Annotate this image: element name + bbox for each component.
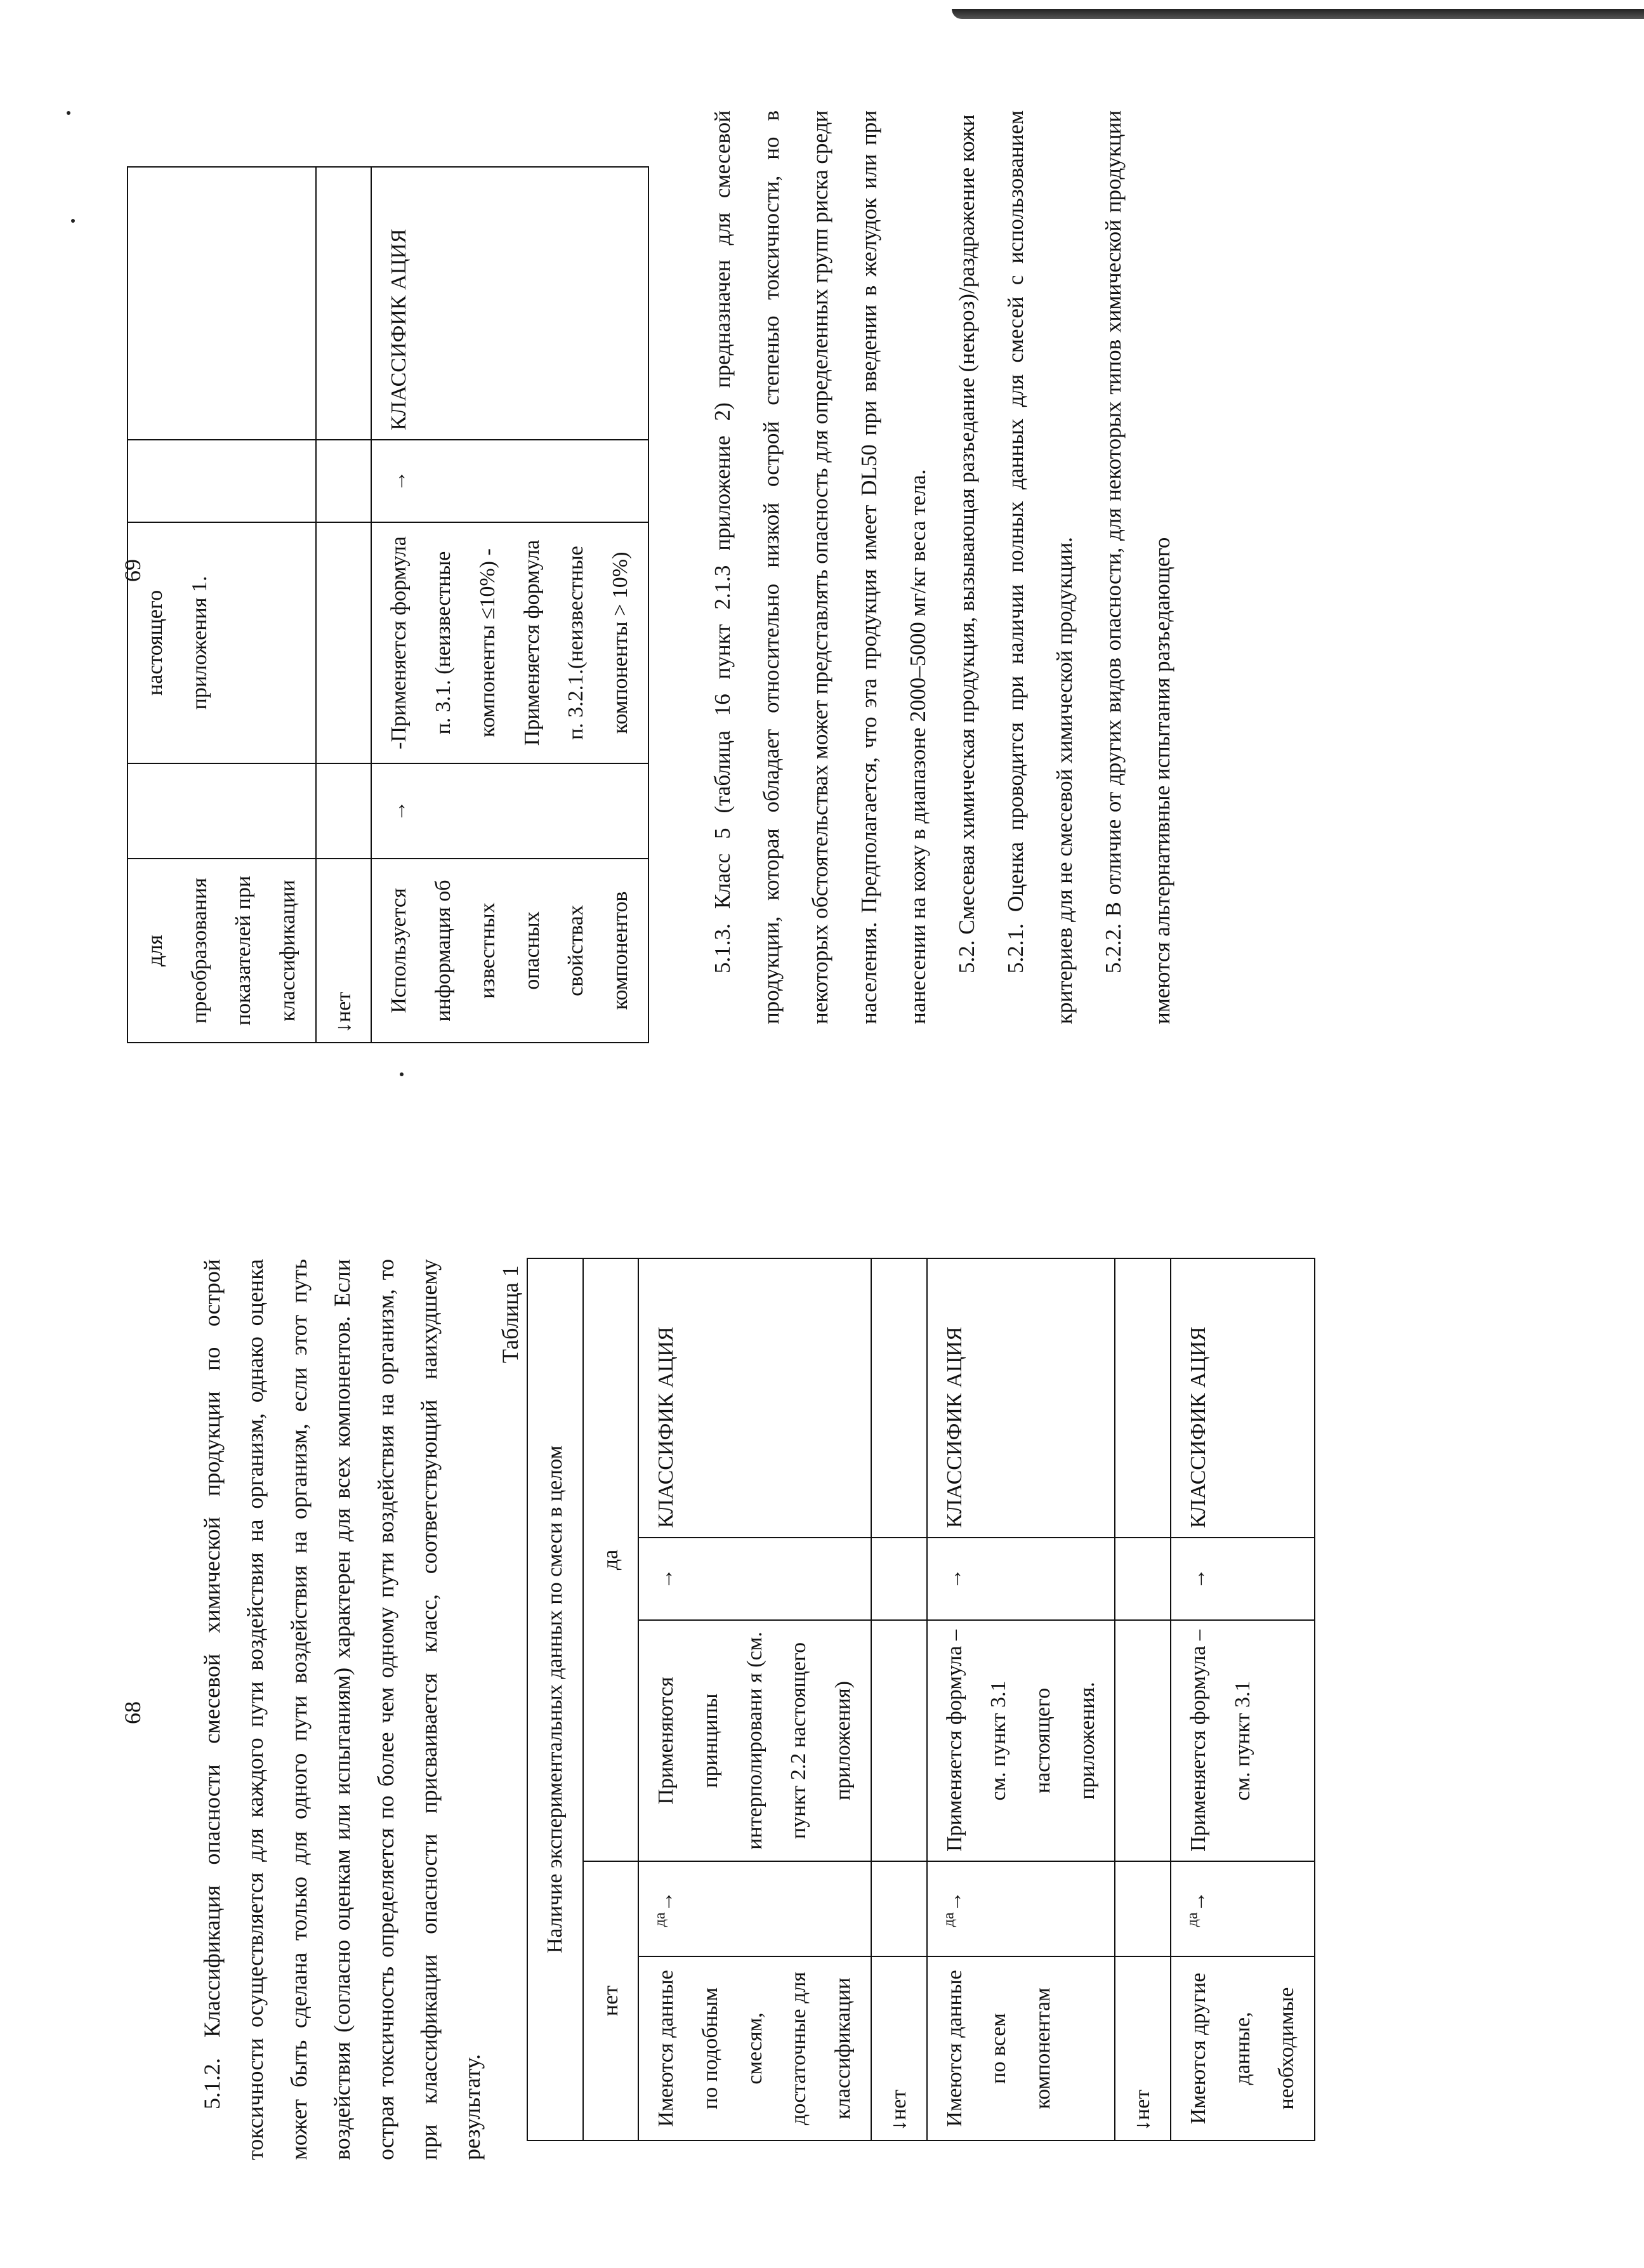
col-header-no: нет <box>583 1861 639 2140</box>
row2-condition: Используется информация об известных опасных свойствах компонентов <box>371 859 648 1043</box>
row1-method-cont: настоящего приложения 1. <box>128 522 316 763</box>
heading-5-2: 5.2. Смесевая химическая продукция, вызывающая разъедание (некроз)/раздражение кожи <box>954 114 979 973</box>
row1-method: Применяются принципы интерполировани я (см. пункт 2.2 настоящего приложения) <box>638 1620 871 1861</box>
classification-flow-table-continued <box>127 166 649 1043</box>
row3-method: Применяется формула – см. пункт 3.1 <box>1171 1620 1315 1861</box>
row1-condition: Имеются данные по подобным смесям, достаточные для классификации <box>638 1956 871 2140</box>
intro-paragraph <box>190 1259 494 2160</box>
row2-condition: Имеются данные по всем компонентам <box>927 1956 1115 2140</box>
page-number: 68 <box>120 1701 145 1724</box>
row1-condition-cont: для преобразования показателей при классификации <box>128 859 316 1043</box>
right-arrow: → <box>371 763 648 859</box>
classification-flow-table <box>527 1258 1315 2141</box>
yes-arrow: $^{да}$→ <box>1171 1861 1315 1956</box>
body-text <box>698 110 1187 1024</box>
table-caption: Таблица 1 <box>497 1265 523 1363</box>
paragraph-5-1-2: 5.1.2. Классификация опасности смесевой химической продукции по острой токсичности осуществляется для каждого пути воздействия на организм, однако оценка может быть сделана только для одного пути воздействия на организм, если этот путь воздействия (согласно оценкам или испытаниям) характерен для всех компонентов. Если острая токсичность определяется по более чем одному пути воздействия на организм, то при классификации опасности присваивается класс, соответствующий наихудшему результату. <box>199 1259 485 2160</box>
yes-arrow: $^{да}$→ <box>638 1861 871 1956</box>
no-arrow-down: ↓нет <box>1115 1956 1171 2140</box>
col-header-yes: да <box>583 1258 639 1861</box>
right-arrow: → <box>638 1538 871 1620</box>
row1-result: КЛАССИФИК АЦИЯ <box>638 1258 871 1538</box>
row2-result: КЛАССИФИК АЦИЯ <box>927 1258 1115 1538</box>
right-arrow: → <box>1171 1538 1315 1620</box>
row2-method: -Применяется формула п. 3.1. (неизвестные компоненты ≤10%) - Применяется формула п. 3.2.1.(неизвестные компоненты > 10%) <box>371 522 648 763</box>
row2-result: КЛАССИФИК АЦИЯ <box>371 167 648 440</box>
no-arrow-down: ↓нет <box>316 859 372 1043</box>
no-arrow-down: ↓нет <box>871 1956 927 2140</box>
paragraph-5-1-3: 5.1.3. Класс 5 (таблица 16 пункт 2.1.3 приложение 2) предназначен для смесевой продукции, которая обладает относительно низкой острой степенью токсичности, но в некоторых обстоятельствах может представлять опасность для определенных групп риска среди населения. Предполагается, что эта продукция имеет DL50 при введении в желудок или при нанесении на кожу в диапазоне 2000–5000 мг/кг веса тела. <box>710 110 930 1024</box>
right-arrow: → <box>927 1538 1115 1620</box>
row3-condition: Имеются другие данные, необходимые <box>1171 1956 1315 2140</box>
page-69 <box>0 15 1644 1126</box>
page-68 <box>0 1157 1644 2268</box>
page-number: 69 <box>120 559 145 582</box>
paragraph-5-2-2: 5.2.2. В отличие от других видов опасности, для некоторых типов химической продукции имеются альтернативные испытания разъедающего <box>1101 110 1174 1024</box>
row3-result: КЛАССИФИК АЦИЯ <box>1171 1258 1315 1538</box>
right-arrow: → <box>371 440 648 522</box>
yes-arrow: $^{да}$→ <box>927 1861 1115 1956</box>
row2-method: Применяется формула – см. пункт 3.1 настоящего приложения. <box>927 1620 1115 1861</box>
table-header: Наличие экспериментальных данных по смеси в целом <box>527 1258 583 2140</box>
paragraph-5-2-1: 5.2.1. Оценка проводится при наличии полных данных для смесей с использованием критериев для не смесевой химической продукции. <box>1003 110 1077 1024</box>
